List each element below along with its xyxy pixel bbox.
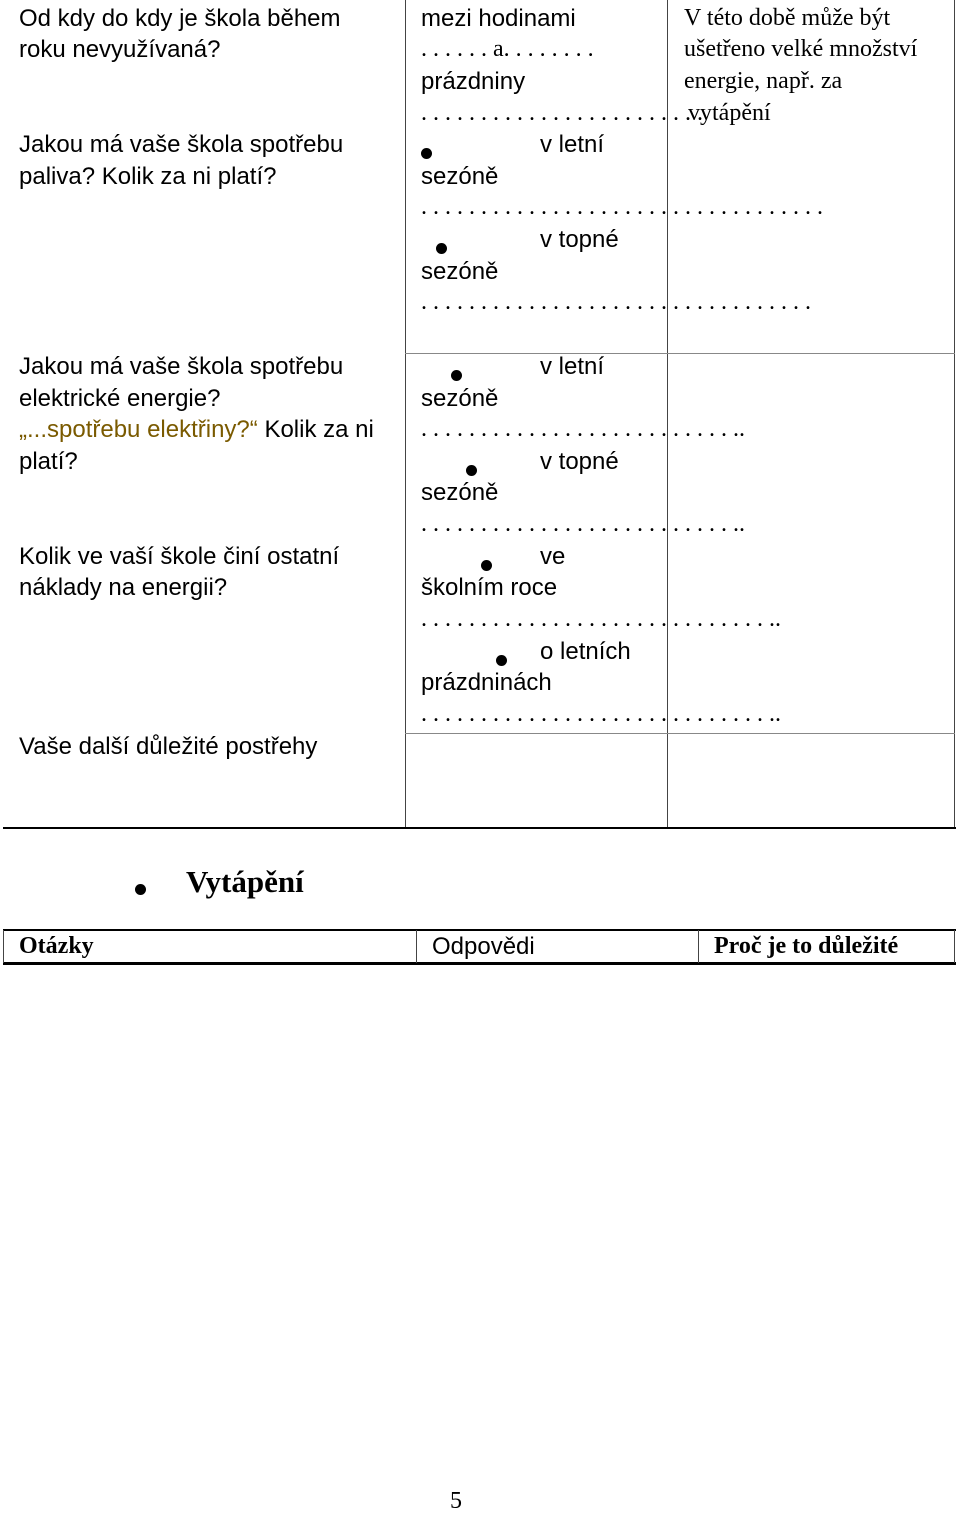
row1-question-line1: Od kdy do kdy je škola během — [19, 5, 341, 32]
table2-col-divider-1 — [416, 930, 417, 963]
section-title: Vytápění — [186, 864, 304, 899]
bullet-icon — [496, 655, 507, 666]
bullet-icon — [436, 243, 447, 254]
row2-item1-label2: sezóně — [421, 163, 499, 190]
table1-col-divider-1 — [405, 0, 406, 828]
row2-item1-label: v letní — [540, 131, 605, 158]
row3-question-line3 — [19, 414, 374, 445]
row1-question-line2: roku nevyužívaná? — [19, 36, 221, 63]
row3-question-line4: platí? — [19, 448, 78, 475]
row1-answer-line4: . . . . . . . . . . . . . . . . . . . . . . . . — [421, 100, 703, 126]
row1-answer-line1: mezi hodinami — [421, 5, 576, 32]
table2-col-divider-2 — [698, 930, 699, 963]
row2-item2-label: v topné — [540, 226, 619, 253]
row3-item2-label: v topné — [540, 448, 619, 475]
table1-right-border — [954, 0, 955, 828]
row3-question-line2: elektrické energie? — [19, 385, 221, 412]
bullet-icon — [421, 148, 432, 159]
bullet-icon — [466, 465, 477, 476]
row4-question-line2: náklady na energii? — [19, 574, 228, 601]
row2-item2-label2: sezóně — [421, 258, 499, 285]
row1-why-line3: energie, např. za — [684, 68, 843, 94]
table2-header-questions: Otázky — [19, 933, 94, 959]
row1-why-line4: vytápění — [688, 100, 771, 126]
table2-header-why: Proč je to důležité — [714, 933, 899, 959]
page-number: 5 — [450, 1488, 462, 1514]
row3-question-line1: Jakou má vaše škola spotřebu — [19, 353, 344, 380]
table2-header-bottom-border — [3, 962, 956, 965]
row3-item1-label2: sezóně — [421, 385, 499, 412]
row2-item2-dots: . . . . . . . . . . . . . . . . . . . . . . . . . . . . . . . . . — [421, 289, 811, 315]
row3-question-alt-suffix: Kolik za ni — [257, 416, 374, 443]
row3-item1-dots: . . . . . . . . . . . . . . . . . . . . . . . . . . .. — [421, 416, 745, 442]
table1-bottom-border — [3, 827, 956, 829]
row4-item2-label: o letních — [540, 638, 631, 665]
table1-row-divider-2 — [405, 353, 955, 354]
row4-item1-dots: . . . . . . . . . . . . . . . . . . . . . . . . . . . . . .. — [421, 606, 781, 632]
row2-question-line2: paliva? Kolik za ni platí? — [19, 163, 277, 190]
bullet-icon — [451, 370, 462, 381]
row4-item1-label2: školním roce — [421, 574, 558, 601]
row1-answer-line2: . . . . . . a. . . . . . . . — [421, 36, 594, 62]
table1-row-divider-4 — [405, 733, 955, 734]
row4-item1-label: ve — [540, 543, 566, 570]
row1-why-line1: V této době může být — [684, 5, 891, 31]
row3-item1-label: v letní — [540, 353, 605, 380]
table2-right-border — [954, 930, 955, 963]
table2-left-border — [3, 930, 4, 963]
row5-question-line1: Vaše další důležité postřehy — [19, 733, 318, 760]
bullet-icon — [481, 560, 492, 571]
bullet-icon — [135, 884, 146, 895]
row3-question-alt: „...spotřebu elektřiny?“ — [19, 416, 258, 443]
row3-item2-dots: . . . . . . . . . . . . . . . . . . . . . . . . . . .. — [421, 511, 745, 537]
row2-question-line1: Jakou má vaše škola spotřebu — [19, 131, 344, 158]
row4-item2-label2: prázdninách — [421, 669, 552, 696]
row4-question-line1: Kolik ve vaší škole činí ostatní — [19, 543, 340, 570]
table2-header-answers: Odpovědi — [432, 933, 535, 960]
row1-why-line2: ušetřeno velké množství — [684, 36, 918, 62]
row3-item2-label2: sezóně — [421, 479, 499, 506]
row4-item2-dots: . . . . . . . . . . . . . . . . . . . . . . . . . . . . . .. — [421, 701, 781, 727]
row2-item1-dots: . . . . . . . . . . . . . . . . . . . . . . . . . . . . . . . . . . — [421, 194, 823, 220]
row1-answer-line3: prázdniny — [421, 68, 526, 95]
